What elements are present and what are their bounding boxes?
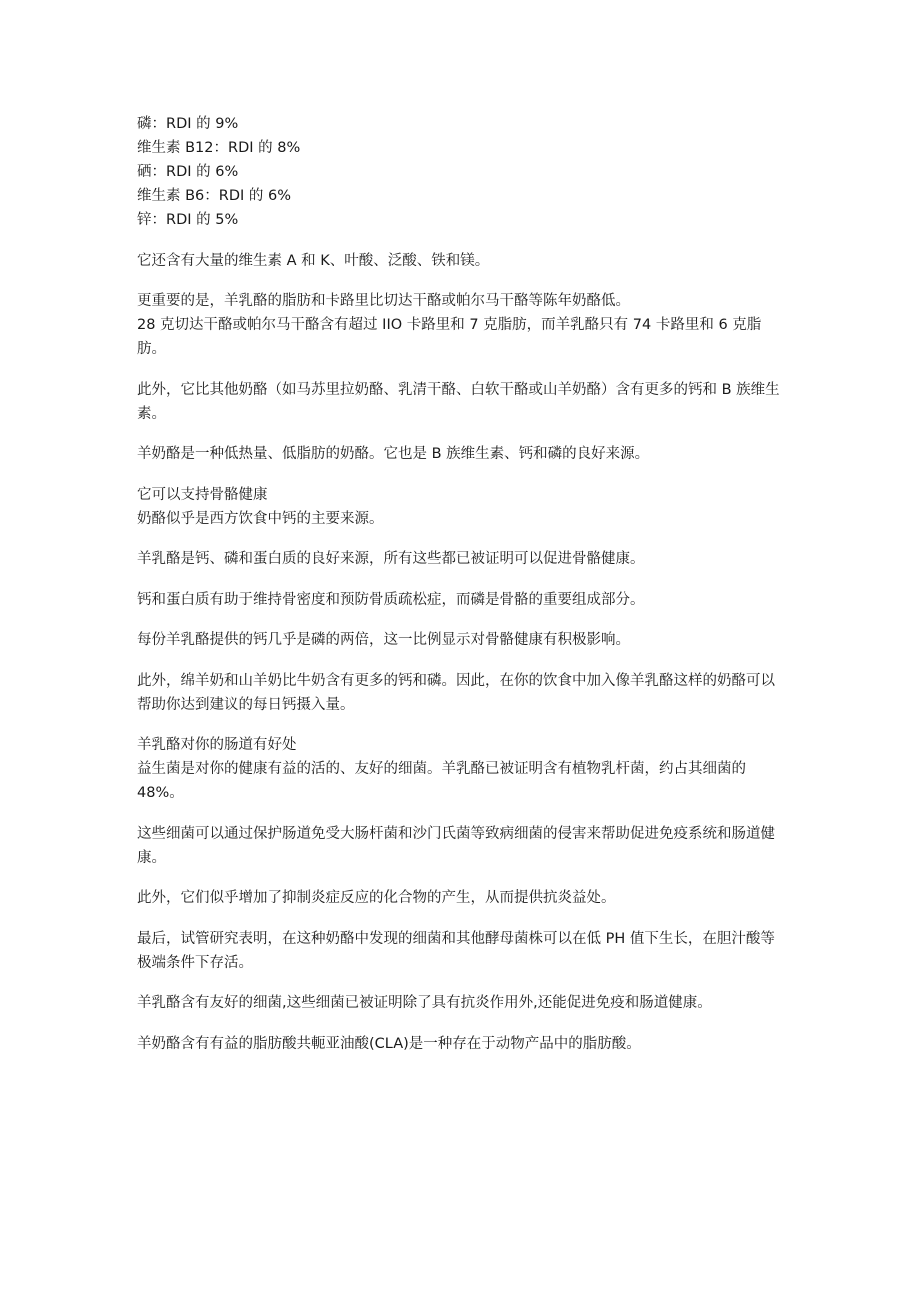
paragraph-bone-nutrients: 羊乳酪是钙、磷和蛋白质的良好来源，所有这些都已被证明可以促进骨骼健康。 <box>137 551 645 567</box>
document-body <box>137 112 787 1072</box>
section-heading-bone-health: 它可以支持骨骼健康 <box>137 486 268 503</box>
paragraph-probiotics: 益生菌是对你的健康有益的活的、友好的细菌。羊乳酪已被证明含有植物乳杆菌，约占其细菌的 48%。 <box>137 761 746 801</box>
paragraph-calories-detail: 28 克切达干酪或帕尔马干酪含有超过 IIO 卡路里和 7 克脂肪，而羊乳酪只有 74 卡路里和 6 克脂肪。 <box>137 317 762 357</box>
paragraph-cla: 羊奶酪含有有益的脂肪酸共軛亚油酸(CLA)是一种存在于动物产品中的脂肪酸。 <box>137 1035 641 1052</box>
paragraph-friendly-bacteria: 羊乳酪含有友好的细菌,这些细菌已被证明除了具有抗炎作用外,还能促进免疫和肠道健康。 <box>137 995 712 1011</box>
paragraph-calcium-ratio: 每份羊乳酪提供的钙几乎是磷的两倍，这一比例显示对骨骼健康有积极影响。 <box>137 632 630 648</box>
nutrient-item-zinc: 锌：RDI 的 5% <box>137 212 239 228</box>
nutrient-list <box>137 112 787 232</box>
paragraph-test-tube-study: 最后，试管研究表明，在这种奶酪中发现的细菌和其他酵母菌株可以在低 PH 值下生长，在胆汁酸等极端条件下存活。 <box>137 930 775 971</box>
paragraph-sheep-goat-milk: 此外，绵羊奶和山羊奶比牛奶含有更多的钙和磷。因此，在你的饮食中加入像羊乳酪这样的奶酪可以帮助你达到建议的每日钙摄入量。 <box>137 672 775 713</box>
paragraph-low-calorie: 羊奶酪是一种低热量、低脂肪的奶酪。它也是 B 族维生素、钙和磷的良好来源。 <box>137 446 650 462</box>
paragraph-calcium-comparison: 此外，它比其他奶酪（如马苏里拉奶酪、乳清干酪、白软干酪或山羊奶酪）含有更多的钙和 B 族维生素。 <box>137 381 780 422</box>
nutrient-item-vitamin-b12: 维生素 B12：RDI 的 8% <box>137 140 301 156</box>
paragraph-calcium-source: 奶酪似乎是西方饮食中钙的主要来源。 <box>137 510 384 527</box>
paragraph-calories-intro: 更重要的是，羊乳酪的脂肪和卡路里比切达干酪或帕尔马干酪等陈年奶酪低。 <box>137 293 630 309</box>
section-heading-gut-health: 羊乳酪对你的肠道有好处 <box>137 737 297 753</box>
section-gut-health <box>137 733 787 805</box>
nutrient-item-selenium: 硒：RDI 的 6% <box>137 164 239 180</box>
paragraph-calories-block <box>137 289 787 361</box>
paragraph-immune-support: 这些细菌可以通过保护肠道免受大肠杆菌和沙门氏菌等致病细菌的侵害来帮助促进免疫系统和肠道健康。 <box>137 825 775 866</box>
paragraph-vitamins: 它还含有大量的维生素 A 和 K、叶酸、泛酸、铁和镁。 <box>137 252 490 269</box>
nutrient-item-vitamin-b6: 维生素 B6：RDI 的 6% <box>137 188 292 204</box>
section-bone-health <box>137 483 787 531</box>
nutrient-item-phosphorus: 磷：RDI 的 9% <box>137 116 239 132</box>
paragraph-bone-density: 钙和蛋白质有助于维持骨密度和预防骨质疏松症，而磷是骨骼的重要组成部分。 <box>137 591 645 608</box>
paragraph-anti-inflammatory: 此外，它们似乎增加了抑制炎症反应的化合物的产生，从而提供抗炎益处。 <box>137 890 616 906</box>
